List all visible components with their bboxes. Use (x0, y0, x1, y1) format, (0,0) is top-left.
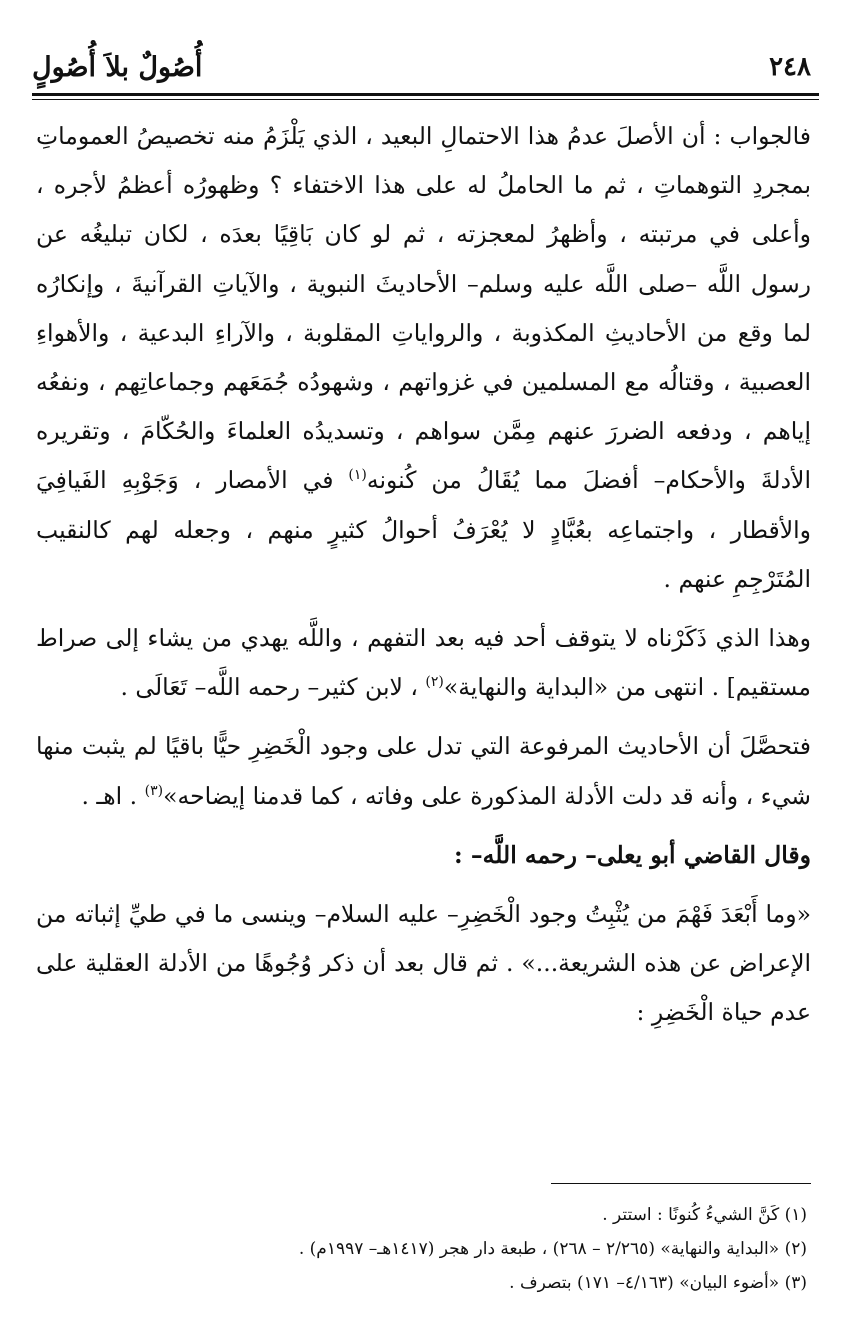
footnote: (٣) «أضوء البيان» (٤/١٦٣– ١٧١) بتصرف . (509, 1273, 807, 1293)
page-number: ٢٤٨ (769, 52, 811, 82)
footnote: (٢) «البداية والنهاية» (٢/٢٦٥ – ٢٦٨) ، طبعة دار هجر (١٤١٧هـ– ١٩٩٧م) . (298, 1239, 807, 1259)
paragraph (36, 112, 811, 604)
footnote-ref: (٢) (425, 674, 444, 691)
paragraph: «وما أَبْعَدَ فَهْمَ من يُثْبِتُ وجود الْخَضِرِ– عليه السلام– وينسى ما في طيِّ إثباته من الإعراض عن هذه الشريعة...» . ثم قال بعد أن ذكر وُجُوهًا من الأدلة العقلية على عدم حياة الْخَضِرِ : (36, 900, 811, 1027)
paragraph-text: فتحصَّلَ أن الأحاديث المرفوعة التي تدل على وجود الْخَضِرِ حيًّا باقيًا لم يثبت منها شيء ، وأنه قد دلت الأدلة المذكورة على وفاته ، كما قدمنا إيضاحه» (36, 732, 811, 810)
footnote-ref: (١) (348, 467, 367, 484)
paragraph-text: ، لابن كثير– رحمه اللَّه– تَعَالَى . (120, 673, 426, 702)
footnote-ref: (٣) (144, 782, 164, 799)
paragraph-text: . اهـ . (81, 781, 145, 810)
footnotes (40, 1198, 807, 1300)
footnote-separator (551, 1183, 811, 1184)
paragraph-text: فالجواب : أن الأصلَ عدمُ هذا الاحتمالِ البعيد ، الذي يَلْزَمُ منه تخصيصُ العموماتِ بمجردِ التوهماتِ ، ثم ما الحاملُ له على هذا الاختفاء ؟ وظهورُه أعظمُ لأجره ، وأعلى في مرتبته ، وأظهرُ لمعجزته ، ثم لو كان بَاقِيًا بعدَه ، لكان تبليغُه عن رسول اللَّه –صلى اللَّه عليه وسلم– الأحاديثَ النبوية ، والآياتِ القرآنيةَ ، وإنكارُه لما وقع من الأحاديثِ المكذوبة ، والرواياتِ المقلوبة ، والآراءِ البدعية ، والأهواءِ العصبية ، وقتالُه مع المسلمين في غزواتهم ، وشهودُه جُمَعَهم وجماعاتِهم ، ونفعُه إياهم ، ودفعه الضررَ عنهم مِمَّن سواهم ، وتسديدُه العلماءَ والحُكّامَ ، وتقريره الأدلةَ والأحكام– أفضلَ مما يُقَالُ من كُنونه (36, 122, 811, 495)
page-header (30, 50, 819, 90)
paragraph (36, 614, 811, 712)
section-heading: وقال القاضي أبو يعلى– رحمه اللَّه– : (454, 840, 811, 869)
running-title: أُصُولٌ بلاَ أُصُولٍ (32, 52, 203, 83)
paragraph (36, 722, 811, 820)
paragraph-text: في الأمصار ، وَجَوْبِهِ الفَيافِيَ والأقطار ، واجتماعِه بعُبَّادٍ لا يُعْرَفُ أحوالُ كثيرٍ منهم ، وجعله لهم كالنقيب المُتَرْجِمِ عنهم . (36, 466, 811, 593)
header-rule-thin (32, 99, 819, 100)
footnote: (١) كَنَّ الشيءُ كُنونًا : استتر . (602, 1205, 807, 1225)
header-rule-thick (32, 93, 819, 96)
paragraph-text: وهذا الذي ذَكَرْناه لا يتوقف أحد فيه بعد التفهم ، واللَّه يهدي من يشاء إلى صراط مستقيم] . انتهى من «البداية والنهاية» (36, 624, 811, 702)
main-text (36, 112, 811, 1038)
